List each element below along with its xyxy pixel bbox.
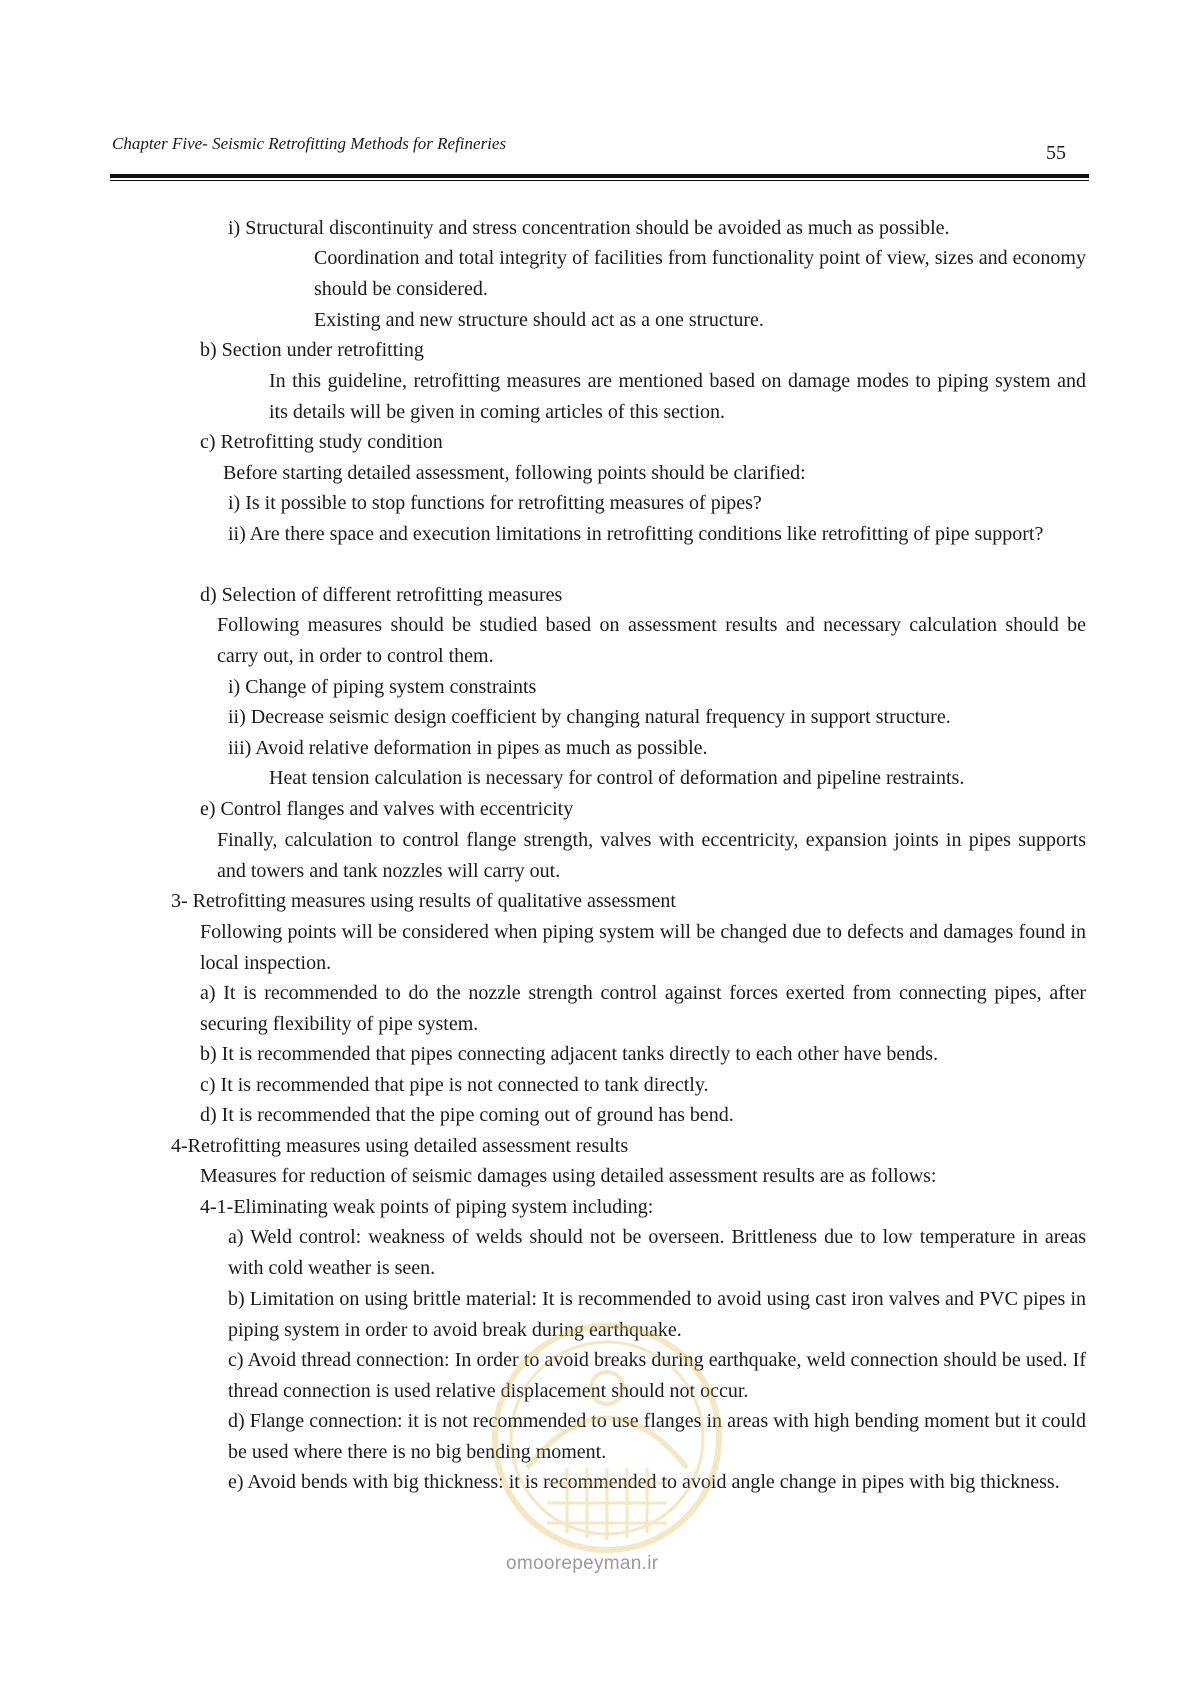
- section-c-item-i: i) Is it possible to stop functions for retrofitting measures of pipes?: [228, 492, 762, 514]
- coordination-paragraph: Coordination and total integrity of facilities from functionality point of view, sizes and economy should be considered.: [314, 247, 1086, 300]
- section-4-1-item-d: d) Flange connection: it is not recommended to use flanges in areas with high bending moment but it could be used where there is no big bending moment.: [228, 1410, 1086, 1463]
- section-d-item-iii: iii) Avoid relative deformation in pipes as much as possible.: [228, 737, 708, 759]
- page-number: 55: [1046, 142, 1066, 164]
- existing-structure-line: Existing and new structure should act as a one structure.: [314, 309, 764, 331]
- section-3-item-b: b) It is recommended that pipes connecting adjacent tanks directly to each other have bends.: [200, 1043, 939, 1065]
- section-4-1-heading: 4-1-Eliminating weak points of piping system including:: [200, 1196, 654, 1218]
- heat-tension-line: Heat tension calculation is necessary for control of deformation and pipeline restraints.: [269, 767, 965, 789]
- section-4-1-item-a: a) Weld control: weakness of welds should not be overseen. Brittleness due to low temperature in areas with cold weather is seen.: [228, 1226, 1086, 1279]
- section-3-item-a: [200, 978, 1086, 1039]
- section-4-intro: Measures for reduction of seismic damages using detailed assessment results are as follows:: [200, 1165, 937, 1187]
- section-3-item-c: c) It is recommended that pipe is not connected to tank directly.: [200, 1074, 709, 1096]
- section-d-intro: Following measures should be studied based on assessment results and necessary calculation should be carry out, in order to control them.: [217, 614, 1086, 667]
- header-rule-thick: [110, 174, 1089, 178]
- section-c-item-ii: ii) Are there space and execution limitations in retrofitting conditions like retrofitting of pipe support?: [228, 523, 1044, 545]
- section-3-item-d: d) It is recommended that the pipe coming out of ground has bend.: [200, 1104, 734, 1126]
- section-b-paragraph: In this guideline, retrofitting measures are mentioned based on damage modes to piping system and its details will be given in coming articles of this section.: [269, 370, 1086, 423]
- section-4-1-item-e: e) Avoid bends with big thickness: it is recommended to avoid angle change in pipes with big thickness.: [228, 1471, 1060, 1493]
- section-b-heading: b) Section under retrofitting: [200, 339, 424, 361]
- seal-logo-icon: [487, 1318, 727, 1558]
- section-d-item-i: i) Change of piping system constraints: [228, 676, 537, 698]
- header-rule-thin: [110, 180, 1089, 181]
- section-e-paragraph: Finally, calculation to control flange strength, valves with eccentricity, expansion joints in pipes supports and towers and tank nozzles will carry out.: [217, 829, 1086, 882]
- section-4-1-item-b: b) Limitation on using brittle material: It is recommended to avoid using cast iron valves and PVC pipes in piping system in order to avoid break during earthquake.: [228, 1288, 1086, 1341]
- item-a-i: i) Structural discontinuity and stress concentration should be avoided as much as possible.: [228, 217, 950, 239]
- section-4-heading: 4-Retrofitting measures using detailed assessment results: [171, 1135, 629, 1157]
- section-d-heading: d) Selection of different retrofitting measures: [200, 584, 563, 606]
- section-c-heading: c) Retrofitting study condition: [200, 431, 443, 453]
- chapter-title: Chapter Five- Seismic Retrofitting Methods for Refineries: [112, 134, 507, 153]
- section-d-item-ii: ii) Decrease seismic design coefficient by changing natural frequency in support structure.: [228, 706, 951, 728]
- section-c-intro: Before starting detailed assessment, following points should be clarified:: [223, 462, 806, 484]
- section-3-heading: 3- Retrofitting measures using results of qualitative assessment: [171, 890, 676, 912]
- section-3-item-a-text: a) It is recommended to do the nozzle strength control against forces exerted from connecting pipes, after securing flexibility of pipe system.: [200, 982, 1086, 1035]
- section-4-1-item-c: c) Avoid thread connection: In order to avoid breaks during earthquake, weld connection should be used. If thread connection is used relative displacement should not occur.: [228, 1349, 1086, 1402]
- section-e-heading: e) Control flanges and valves with eccentricity: [200, 798, 574, 820]
- section-3-intro: Following points will be considered when piping system will be changed due to defects and damages found in local inspection.: [200, 921, 1086, 974]
- watermark-text: omoorepeyman.ir: [506, 1553, 659, 1574]
